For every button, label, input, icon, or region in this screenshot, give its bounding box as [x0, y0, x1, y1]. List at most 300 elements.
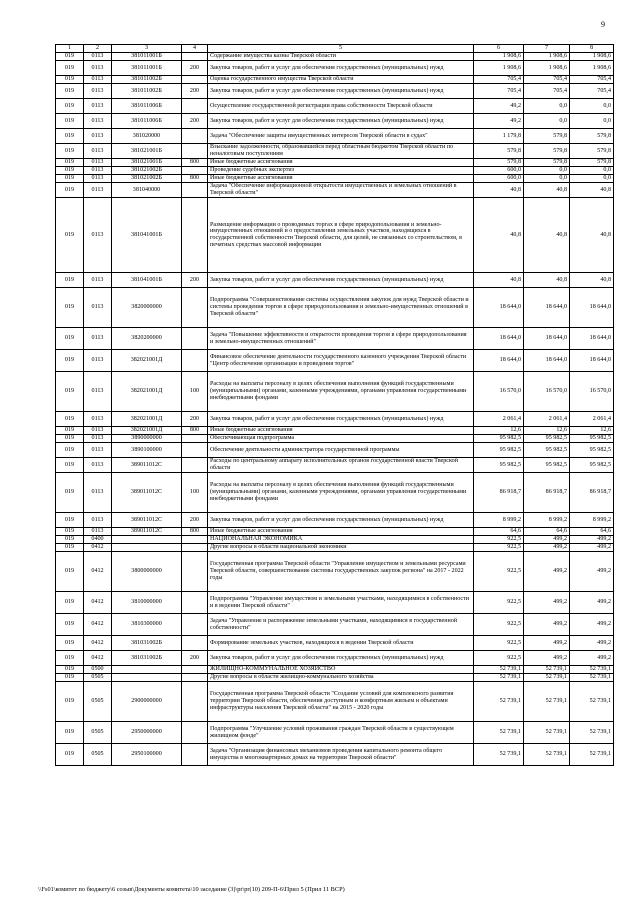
table-row: [56, 536, 614, 544]
table-cell: 95 982,5: [474, 458, 524, 473]
table-cell: 52 739,1: [570, 682, 614, 722]
table-cell: 0113: [84, 427, 112, 435]
table-cell: 0113: [84, 372, 112, 412]
table-cell: 95 982,5: [524, 435, 570, 443]
table-row: [56, 614, 614, 636]
table-cell: 1 908,6: [524, 53, 570, 61]
table-cell: 1 908,6: [474, 53, 524, 61]
table-cell: 579,8: [570, 129, 614, 144]
table-cell: 019: [56, 183, 84, 198]
table-row: [56, 458, 614, 473]
table-cell: 499,2: [570, 536, 614, 544]
table-cell: 705,4: [570, 84, 614, 99]
table-cell: 381031002Б: [112, 651, 182, 666]
table-cell: 18 644,0: [474, 350, 524, 372]
table-cell: Задача "Обеспечение защиты имущественных интересов Тверской области в судах": [208, 129, 474, 144]
table-cell: 0,0: [524, 167, 570, 175]
table-cell: [182, 666, 208, 674]
table-cell: 499,2: [570, 544, 614, 552]
table-cell: 40,8: [570, 198, 614, 273]
table-row: [56, 544, 614, 552]
table-cell: 86 918,7: [570, 473, 614, 513]
table-cell: 40,8: [474, 183, 524, 198]
column-header: 3: [112, 45, 182, 53]
table-cell: 922,5: [474, 552, 524, 592]
table-cell: 0113: [84, 350, 112, 372]
table-cell: 52 739,1: [570, 744, 614, 766]
table-cell: [182, 129, 208, 144]
table-row: [56, 99, 614, 114]
table-cell: 019: [56, 84, 84, 99]
table-cell: Задача "Повышение эффективности и открытости проведения торгов в сфере природопользования и земельно-имущественных отношений": [208, 328, 474, 350]
table-cell: 16 570,0: [570, 372, 614, 412]
table-cell: 499,2: [524, 592, 570, 614]
table-cell: 0412: [84, 592, 112, 614]
table-cell: 12,6: [474, 427, 524, 435]
table-cell: НАЦИОНАЛЬНАЯ ЭКОНОМИКА: [208, 536, 474, 544]
table-cell: 019: [56, 175, 84, 183]
table-cell: 1 908,6: [524, 61, 570, 76]
table-cell: [182, 435, 208, 443]
table-cell: 019: [56, 666, 84, 674]
table-cell: 705,4: [524, 84, 570, 99]
table-cell: 0113: [84, 167, 112, 175]
table-cell: 40,8: [524, 198, 570, 273]
table-cell: 52 739,1: [524, 722, 570, 744]
table-cell: 0,0: [524, 175, 570, 183]
table-row: [56, 61, 614, 76]
table-cell: 922,5: [474, 592, 524, 614]
table-cell: 18 644,0: [524, 350, 570, 372]
table-cell: 52 739,1: [474, 744, 524, 766]
table-row: [56, 175, 614, 183]
table-cell: 389011012С: [112, 458, 182, 473]
table-cell: 0113: [84, 129, 112, 144]
table-cell: 922,5: [474, 636, 524, 651]
table-cell: 019: [56, 273, 84, 288]
table-cell: 0113: [84, 183, 112, 198]
table-cell: [182, 544, 208, 552]
table-cell: 579,8: [570, 144, 614, 159]
table-cell: 381011002Б: [112, 76, 182, 84]
table-cell: [182, 76, 208, 84]
table-cell: 200: [182, 84, 208, 99]
table-cell: 18 644,0: [570, 288, 614, 328]
table-cell: 381020000: [112, 129, 182, 144]
table-cell: 52 739,1: [524, 674, 570, 682]
table-row: [56, 427, 614, 435]
table-cell: 64,6: [570, 528, 614, 536]
table-cell: 0,0: [570, 167, 614, 175]
table-cell: 52 739,1: [570, 666, 614, 674]
table-cell: 499,2: [524, 536, 570, 544]
table-cell: Задача "Обеспечение информационной открытости имущественных и земельных отношений в Тверской области": [208, 183, 474, 198]
table-cell: 40,8: [474, 273, 524, 288]
table-cell: 0,0: [524, 99, 570, 114]
table-cell: 1 908,6: [474, 61, 524, 76]
column-header: 1: [56, 45, 84, 53]
table-cell: Формирование земельных участков, находящихся в ведении Тверской области: [208, 636, 474, 651]
table-cell: 95 982,5: [524, 458, 570, 473]
table-cell: 019: [56, 528, 84, 536]
table-row: [56, 273, 614, 288]
table-row: [56, 651, 614, 666]
table-cell: 3890000000: [112, 435, 182, 443]
table-cell: 0412: [84, 552, 112, 592]
table-cell: 381011006Б: [112, 99, 182, 114]
table-cell: 019: [56, 76, 84, 84]
table-cell: Иные бюджетные ассигнования: [208, 427, 474, 435]
table-cell: 40,8: [474, 198, 524, 273]
table-cell: 499,2: [570, 651, 614, 666]
table-cell: 95 982,5: [524, 443, 570, 458]
table-cell: 800: [182, 175, 208, 183]
table-cell: 499,2: [524, 552, 570, 592]
table-cell: 019: [56, 544, 84, 552]
table-cell: Иные бюджетные ассигнования: [208, 175, 474, 183]
table-cell: 922,5: [474, 536, 524, 544]
table-cell: 019: [56, 651, 84, 666]
table-cell: 381021001Б: [112, 159, 182, 167]
table-cell: 019: [56, 61, 84, 76]
table-cell: 0505: [84, 674, 112, 682]
table-cell: 2900000000: [112, 682, 182, 722]
table-cell: 389011012С: [112, 473, 182, 513]
table-cell: 381011002Б: [112, 84, 182, 99]
table-cell: [182, 350, 208, 372]
table-cell: 381031002Б: [112, 636, 182, 651]
table-cell: 019: [56, 412, 84, 427]
table-row: [56, 722, 614, 744]
table-cell: Закупка товаров, работ и услуг для обеспечения государственных (муниципальных) нужд: [208, 651, 474, 666]
table-cell: 019: [56, 350, 84, 372]
table-cell: 100: [182, 372, 208, 412]
table-cell: Закупка товаров, работ и услуг для обеспечения государственных (муниципальных) нужд: [208, 513, 474, 528]
table-cell: 0113: [84, 458, 112, 473]
table-row: [56, 372, 614, 412]
table-cell: 0113: [84, 99, 112, 114]
table-cell: 0113: [84, 159, 112, 167]
table-cell: Задача "Управление и распоряжение земельными участками, находящимися в государственной собственности": [208, 614, 474, 636]
table-cell: 705,4: [474, 84, 524, 99]
table-cell: Закупка товаров, работ и услуг для обеспечения государственных (муниципальных) нужд: [208, 273, 474, 288]
table-cell: 2950100000: [112, 744, 182, 766]
table-cell: 579,8: [474, 144, 524, 159]
table-cell: 200: [182, 273, 208, 288]
table-cell: 800: [182, 427, 208, 435]
table-cell: 40,8: [570, 183, 614, 198]
table-cell: 8 999,2: [524, 513, 570, 528]
table-cell: 95 982,5: [570, 443, 614, 458]
table-cell: Расходы на выплаты персоналу в целях обеспечения выполнения функций государственными (муниципальными) органами, казенными учреждениями, органами управления государственными внебюджетными фондами: [208, 473, 474, 513]
table-cell: 3810300000: [112, 614, 182, 636]
table-cell: [112, 674, 182, 682]
table-cell: 0505: [84, 744, 112, 766]
table-cell: 019: [56, 674, 84, 682]
table-cell: 40,8: [524, 183, 570, 198]
table-cell: Иные бюджетные ассигнования: [208, 528, 474, 536]
table-cell: 579,8: [524, 129, 570, 144]
table-cell: 019: [56, 53, 84, 61]
table-cell: 381021002Б: [112, 175, 182, 183]
table-cell: 0113: [84, 443, 112, 458]
table-cell: 019: [56, 435, 84, 443]
table-cell: [182, 682, 208, 722]
table-cell: 499,2: [524, 636, 570, 651]
table-cell: 52 739,1: [474, 722, 524, 744]
table-cell: 40,8: [570, 273, 614, 288]
table-cell: 18 644,0: [570, 350, 614, 372]
table-cell: Финансовое обеспечение деятельности государственного казенного учреждения Тверской области "Центр обеспечения организации и проведения торгов": [208, 350, 474, 372]
table-cell: 381011006Б: [112, 114, 182, 129]
table-cell: 12,6: [570, 427, 614, 435]
column-header: 5: [208, 45, 474, 53]
table-cell: 0113: [84, 175, 112, 183]
table-cell: 019: [56, 682, 84, 722]
table-cell: Подпрограмма "Совершенствование системы осуществления закупок для нужд Тверской области и системы проведения торгов в сфере природопользования и земельно-имущественных отношений в Тверской области": [208, 288, 474, 328]
table-row: [56, 435, 614, 443]
table-cell: 8 999,2: [474, 513, 524, 528]
column-header: 8: [570, 45, 614, 53]
column-header: 6: [474, 45, 524, 53]
table-cell: 0500: [84, 666, 112, 674]
table-cell: Закупка товаров, работ и услуг для обеспечения государственных (муниципальных) нужд: [208, 114, 474, 129]
table-row: [56, 552, 614, 592]
table-cell: 0113: [84, 61, 112, 76]
footer-file-path: \\Fs01\комитет по бюджету\6 созыв\Документы комитета\10 заседание (3)\pr\pr(10) 209-П-6\Прил 5 (Прил 11 ВСР): [38, 886, 345, 893]
table-cell: [112, 536, 182, 544]
table-cell: [112, 544, 182, 552]
table-cell: 499,2: [570, 592, 614, 614]
table-cell: 579,8: [524, 159, 570, 167]
table-cell: 3820200000: [112, 328, 182, 350]
table-row: [56, 473, 614, 513]
table-cell: 019: [56, 513, 84, 528]
table-cell: 52 739,1: [570, 722, 614, 744]
table-cell: 3820000000: [112, 288, 182, 328]
table-cell: 200: [182, 513, 208, 528]
table-cell: [182, 552, 208, 592]
table-cell: 019: [56, 443, 84, 458]
table-cell: 019: [56, 722, 84, 744]
table-row: [56, 350, 614, 372]
table-cell: 019: [56, 744, 84, 766]
table-cell: 100: [182, 473, 208, 513]
table-row: [56, 513, 614, 528]
table-cell: 200: [182, 114, 208, 129]
table-cell: 499,2: [524, 651, 570, 666]
table-cell: 0113: [84, 435, 112, 443]
table-cell: 3800000000: [112, 552, 182, 592]
table-cell: 18 644,0: [524, 328, 570, 350]
table-cell: Расходы на выплаты персоналу в целях обеспечения выполнения функций государственными (муниципальными) органами, казенными учреждениями, органами управления государственными внебюджетными фондами: [208, 372, 474, 412]
table-cell: 0113: [84, 114, 112, 129]
table-cell: [182, 458, 208, 473]
table-cell: 52 739,1: [524, 682, 570, 722]
table-cell: 0412: [84, 614, 112, 636]
table-cell: 579,8: [570, 159, 614, 167]
table-cell: 3890100000: [112, 443, 182, 458]
table-cell: 382021001Д: [112, 412, 182, 427]
table-cell: 64,6: [474, 528, 524, 536]
table-cell: 579,8: [524, 144, 570, 159]
table-cell: 1 908,6: [570, 61, 614, 76]
table-cell: 0505: [84, 722, 112, 744]
table-cell: 705,4: [570, 76, 614, 84]
table-cell: 499,2: [570, 552, 614, 592]
table-cell: 019: [56, 328, 84, 350]
table-cell: 019: [56, 114, 84, 129]
table-cell: Подпрограмма "Улучшение условий проживания граждан Тверской области в существующем жилищном фонде": [208, 722, 474, 744]
table-cell: 200: [182, 651, 208, 666]
table-cell: 019: [56, 473, 84, 513]
table-cell: 705,4: [524, 76, 570, 84]
table-cell: 579,8: [474, 159, 524, 167]
table-cell: [182, 183, 208, 198]
table-cell: 0113: [84, 84, 112, 99]
table-row: [56, 144, 614, 159]
table-cell: 18 644,0: [524, 288, 570, 328]
table-cell: [182, 614, 208, 636]
table-cell: 019: [56, 536, 84, 544]
table-cell: 0412: [84, 636, 112, 651]
table-cell: Оценка государственного имущества Тверской области: [208, 76, 474, 84]
table-cell: 86 918,7: [524, 473, 570, 513]
table-cell: 019: [56, 198, 84, 273]
table-cell: Расходы по центральному аппарату исполнительных органов государственной власти Тверской области: [208, 458, 474, 473]
table-cell: 389011012С: [112, 513, 182, 528]
table-cell: Обеспечивающая подпрограмма: [208, 435, 474, 443]
table-cell: Осуществление государственной регистрации права собственности Тверской области: [208, 99, 474, 114]
table-cell: 86 918,7: [474, 473, 524, 513]
table-cell: 499,2: [524, 544, 570, 552]
table-cell: 52 739,1: [474, 674, 524, 682]
table-cell: 95 982,5: [474, 443, 524, 458]
table-cell: 019: [56, 99, 84, 114]
table-cell: 019: [56, 552, 84, 592]
table-cell: 18 644,0: [570, 328, 614, 350]
table-cell: 019: [56, 288, 84, 328]
table-cell: 0113: [84, 76, 112, 84]
table-cell: Задача "Организация финансовых механизмов проведения капитального ремонта общего имущества в многоквартирных домах на территории Тверской области": [208, 744, 474, 766]
column-header: 7: [524, 45, 570, 53]
table-row: [56, 682, 614, 722]
table-cell: 16 570,0: [524, 372, 570, 412]
table-cell: Закупка товаров, работ и услуг для обеспечения государственных (муниципальных) нужд: [208, 412, 474, 427]
table-cell: 705,4: [474, 76, 524, 84]
table-cell: 922,5: [474, 614, 524, 636]
table-cell: 0,0: [570, 99, 614, 114]
table-row: [56, 198, 614, 273]
table-cell: 52 739,1: [474, 666, 524, 674]
table-cell: 18 644,0: [474, 328, 524, 350]
table-cell: ЖИЛИЩНО-КОММУНАЛЬНОЕ ХОЗЯЙСТВО: [208, 666, 474, 674]
table-cell: 381041001Б: [112, 273, 182, 288]
table-cell: 52 739,1: [524, 744, 570, 766]
table-cell: 019: [56, 167, 84, 175]
table-cell: [182, 722, 208, 744]
table-cell: Содержание имущества казны Тверской области: [208, 53, 474, 61]
table-cell: 0412: [84, 651, 112, 666]
table-cell: [182, 636, 208, 651]
table-row: [56, 674, 614, 682]
table-cell: [182, 99, 208, 114]
table-cell: 019: [56, 592, 84, 614]
table-cell: 381011001Б: [112, 53, 182, 61]
table-header-row: [56, 45, 614, 53]
table-cell: [182, 167, 208, 175]
table-row: [56, 528, 614, 536]
table-row: [56, 84, 614, 99]
table-cell: [182, 744, 208, 766]
table-cell: 382021001Д: [112, 427, 182, 435]
table-cell: Другие вопросы в области жилищно-коммунального хозяйства: [208, 674, 474, 682]
table-cell: Взыскание задолженности, образовавшейся перед областным бюджетом Тверской области по неналоговым поступлениям: [208, 144, 474, 159]
table-cell: 922,5: [474, 651, 524, 666]
table-cell: 499,2: [570, 636, 614, 651]
table-cell: 499,2: [570, 614, 614, 636]
table-cell: Другие вопросы в области национальной экономики: [208, 544, 474, 552]
table-cell: 95 982,5: [474, 435, 524, 443]
table-cell: 381011001Б: [112, 61, 182, 76]
table-cell: [182, 443, 208, 458]
table-cell: 1 908,6: [570, 53, 614, 61]
table-cell: 0113: [84, 328, 112, 350]
table-row: [56, 288, 614, 328]
table-cell: 1 179,8: [474, 129, 524, 144]
table-cell: 16 570,0: [474, 372, 524, 412]
table-row: [56, 592, 614, 614]
table-cell: 381040000: [112, 183, 182, 198]
table-cell: 0113: [84, 473, 112, 513]
table-cell: Размещение информации о проводимых торгах в сфере природопользования и земельно-имущественных отношений и о предоставлении земельных участков, находящихся в государственной собственности Тверской области, для целей, не связанных со строительством, в печатных средствах массовой информации: [208, 198, 474, 273]
table-cell: 922,5: [474, 544, 524, 552]
table-cell: 0400: [84, 536, 112, 544]
table-cell: 200: [182, 61, 208, 76]
table-cell: 40,8: [524, 273, 570, 288]
table-cell: 49,2: [474, 99, 524, 114]
table-cell: 0113: [84, 273, 112, 288]
table-row: [56, 412, 614, 427]
table-row: [56, 159, 614, 167]
table-cell: 49,2: [474, 114, 524, 129]
table-cell: 64,6: [524, 528, 570, 536]
table-cell: [182, 144, 208, 159]
table-row: [56, 53, 614, 61]
table-cell: 381041001Б: [112, 198, 182, 273]
table-row: [56, 744, 614, 766]
table-cell: 019: [56, 614, 84, 636]
table-cell: 2 061,4: [474, 412, 524, 427]
table-cell: 0113: [84, 513, 112, 528]
table-cell: 0505: [84, 682, 112, 722]
table-row: [56, 183, 614, 198]
table-cell: 2950000000: [112, 722, 182, 744]
table-cell: Иные бюджетные ассигнования: [208, 159, 474, 167]
table-row: [56, 167, 614, 175]
table-cell: 0113: [84, 288, 112, 328]
table-cell: 200: [182, 412, 208, 427]
table-cell: 019: [56, 427, 84, 435]
table-cell: 600,0: [474, 167, 524, 175]
table-cell: 019: [56, 159, 84, 167]
table-cell: Государственная программа Тверской области "Управление имуществом и земельными ресурсами Тверской области, совершенствование системы государственных закупок региона" на 2017 - 2022 годы: [208, 552, 474, 592]
table-cell: 019: [56, 636, 84, 651]
table-row: [56, 114, 614, 129]
table-cell: 0412: [84, 544, 112, 552]
table-cell: 499,2: [524, 614, 570, 636]
table-cell: 95 982,5: [570, 458, 614, 473]
